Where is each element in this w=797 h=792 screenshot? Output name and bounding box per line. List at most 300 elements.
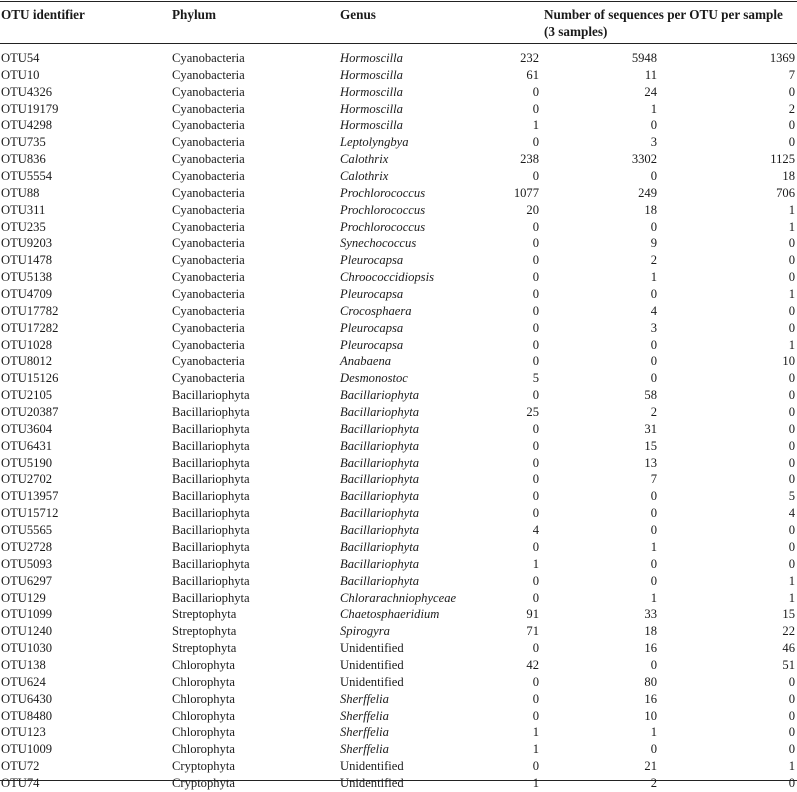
genus-cell: Bacillariophyta [340, 506, 420, 521]
sample-1-count-cell: 1 [532, 118, 539, 133]
phylum-cell: Cyanobacteria [172, 236, 245, 251]
phylum-cell: Bacillariophyta [172, 506, 250, 521]
genus-cell: Leptolyngbya [340, 135, 409, 150]
sample-2-count-cell: 2 [650, 253, 657, 268]
table-row [0, 252, 797, 269]
phylum-cell: Cyanobacteria [172, 270, 245, 285]
phylum-cell: Cyanobacteria [172, 354, 245, 369]
otu-cell: OTU15126 [1, 371, 59, 386]
table-row [0, 606, 797, 623]
header-sequence-counts: Number of sequences per OTU per sample (3 samples) [544, 7, 783, 39]
phylum-cell: Cyanobacteria [172, 303, 245, 318]
sample-3-count-cell: 1 [788, 287, 795, 302]
phylum-cell: Cyanobacteria [172, 337, 245, 352]
genus-cell: Bacillariophyta [340, 573, 420, 588]
sample-2-count-cell: 0 [650, 573, 657, 588]
table-row [0, 573, 797, 590]
genus-cell: Sherffelia [340, 691, 389, 706]
sample-1-count-cell: 238 [520, 152, 539, 167]
genus-cell: Hormoscilla [340, 118, 403, 133]
sample-2-count-cell: 0 [650, 371, 657, 386]
sample-2-count-cell: 0 [650, 506, 657, 521]
phylum-cell: Chlorophyta [172, 708, 235, 723]
table-bottom-rule [0, 780, 797, 781]
sample-3-count-cell: 1 [788, 759, 795, 774]
otu-cell: OTU54 [1, 51, 40, 65]
sample-1-count-cell: 0 [532, 573, 539, 588]
genus-cell: Calothrix [340, 152, 389, 167]
otu-cell: OTU4326 [1, 84, 53, 99]
sample-2-count-cell: 10 [644, 708, 657, 723]
sample-2-count-cell: 0 [650, 556, 657, 571]
table-row [0, 455, 797, 472]
table-row [0, 691, 797, 708]
sample-1-count-cell: 1 [532, 725, 539, 740]
sample-2-count-cell: 0 [650, 287, 657, 302]
sample-1-count-cell: 0 [532, 455, 539, 470]
sample-1-count-cell: 0 [532, 287, 539, 302]
genus-cell: Desmonostoc [340, 371, 408, 386]
sample-1-count-cell: 71 [526, 624, 539, 639]
phylum-cell: Bacillariophyta [172, 590, 250, 605]
phylum-cell: Chlorophyta [172, 674, 235, 689]
table-row [0, 185, 797, 202]
sample-1-count-cell: 0 [532, 135, 539, 150]
sample-2-count-cell: 0 [650, 523, 657, 538]
table-row [0, 471, 797, 488]
otu-cell: OTU15712 [1, 506, 59, 521]
sample-1-count-cell: 0 [532, 337, 539, 352]
sample-2-count-cell: 58 [644, 388, 657, 403]
sample-1-count-cell: 0 [532, 169, 539, 184]
sample-3-count-cell: 46 [782, 641, 795, 656]
sample-3-count-cell: 0 [788, 742, 795, 757]
sample-3-count-cell: 0 [788, 388, 795, 403]
otu-cell: OTU1240 [1, 624, 53, 639]
otu-cell: OTU5554 [1, 169, 53, 184]
sample-2-count-cell: 0 [650, 337, 657, 352]
sample-3-count-cell: 5 [788, 489, 795, 504]
genus-cell: Anabaena [340, 354, 392, 369]
sample-2-count-cell: 0 [650, 118, 657, 133]
phylum-cell: Chlorophyta [172, 725, 235, 740]
phylum-cell: Cyanobacteria [172, 169, 245, 184]
sample-3-count-cell: 7 [788, 67, 795, 82]
phylum-cell: Cyanobacteria [172, 185, 245, 200]
sample-3-count-cell: 1125 [770, 152, 795, 167]
table-row [0, 758, 797, 775]
sample-3-count-cell: 0 [788, 455, 795, 470]
genus-cell: Chaetosphaeridium [340, 607, 440, 622]
genus-cell: Bacillariophyta [340, 405, 420, 420]
sample-3-count-cell: 22 [782, 624, 795, 639]
table-row [0, 50, 797, 67]
sample-2-count-cell: 11 [644, 67, 657, 82]
genus-cell: Bacillariophyta [340, 421, 420, 436]
otu-cell: OTU836 [1, 152, 46, 167]
genus-cell: Unidentified [340, 641, 404, 656]
sample-3-count-cell: 1 [788, 219, 795, 234]
sample-3-count-cell: 0 [788, 472, 795, 487]
genus-cell: Sherffelia [340, 708, 389, 723]
table-row [0, 202, 797, 219]
otu-cell: OTU1028 [1, 337, 53, 352]
phylum-cell: Bacillariophyta [172, 421, 250, 436]
sample-3-count-cell: 0 [788, 371, 795, 386]
table-row [0, 219, 797, 236]
table-row [0, 640, 797, 657]
phylum-cell: Streptophyta [172, 607, 237, 622]
table-row [0, 353, 797, 370]
sample-2-count-cell: 0 [650, 354, 657, 369]
table-row [0, 404, 797, 421]
otu-cell: OTU9203 [1, 236, 53, 251]
sample-3-count-cell: 0 [788, 539, 795, 554]
sample-3-count-cell: 0 [788, 775, 795, 790]
otu-cell: OTU8480 [1, 708, 53, 723]
sample-2-count-cell: 33 [644, 607, 657, 622]
genus-cell: Bacillariophyta [340, 438, 420, 453]
sample-1-count-cell: 5 [532, 371, 539, 386]
table-row [0, 775, 797, 792]
otu-cell: OTU3604 [1, 421, 53, 436]
genus-cell: Pleurocapsa [340, 287, 404, 302]
table-body [0, 50, 797, 792]
sample-2-count-cell: 18 [644, 624, 657, 639]
header-genus: Genus [340, 7, 376, 22]
table-row [0, 590, 797, 607]
otu-cell: OTU5093 [1, 556, 53, 571]
header-phylum: Phylum [172, 7, 216, 22]
genus-cell: Prochlorococcus [340, 219, 426, 234]
otu-cell: OTU4298 [1, 118, 53, 133]
genus-cell: Unidentified [340, 674, 404, 689]
phylum-cell: Cyanobacteria [172, 135, 245, 150]
table-row [0, 117, 797, 134]
sample-1-count-cell: 42 [526, 657, 539, 672]
sample-1-count-cell: 91 [526, 607, 539, 622]
sample-1-count-cell: 0 [532, 236, 539, 251]
sample-1-count-cell: 0 [532, 506, 539, 521]
table-row [0, 235, 797, 252]
phylum-cell: Bacillariophyta [172, 472, 250, 487]
phylum-cell: Bacillariophyta [172, 539, 250, 554]
sample-2-count-cell: 0 [650, 169, 657, 184]
genus-cell: Hormoscilla [340, 84, 403, 99]
sample-3-count-cell: 15 [782, 607, 795, 622]
sample-3-count-cell: 0 [788, 320, 795, 335]
otu-cell: OTU624 [1, 674, 46, 689]
otu-cell: OTU2702 [1, 472, 53, 487]
otu-cell: OTU138 [1, 657, 46, 672]
table-row [0, 539, 797, 556]
phylum-cell: Cyanobacteria [172, 118, 245, 133]
sample-2-count-cell: 15 [644, 438, 657, 453]
phylum-cell: Cyanobacteria [172, 202, 245, 217]
sample-2-count-cell: 3 [650, 135, 657, 150]
genus-cell: Pleurocapsa [340, 337, 404, 352]
phylum-cell: Cryptophyta [172, 759, 235, 774]
phylum-cell: Bacillariophyta [172, 438, 250, 453]
table-row [0, 134, 797, 151]
otu-cell: OTU17782 [1, 303, 59, 318]
sample-2-count-cell: 5948 [631, 51, 657, 65]
sample-2-count-cell: 1 [650, 590, 657, 605]
sample-2-count-cell: 7 [650, 472, 657, 487]
genus-cell: Unidentified [340, 775, 404, 790]
table-row [0, 387, 797, 404]
otu-cell: OTU1099 [1, 607, 53, 622]
sample-1-count-cell: 1 [532, 775, 539, 790]
otu-cell: OTU5190 [1, 455, 53, 470]
sample-2-count-cell: 3 [650, 320, 657, 335]
sample-3-count-cell: 0 [788, 135, 795, 150]
otu-cell: OTU1478 [1, 253, 53, 268]
table-row [0, 505, 797, 522]
otu-cell: OTU1009 [1, 742, 53, 757]
genus-cell: Unidentified [340, 657, 404, 672]
sample-2-count-cell: 3302 [631, 152, 657, 167]
table-row [0, 84, 797, 101]
sample-2-count-cell: 24 [644, 84, 657, 99]
otu-cell: OTU72 [1, 759, 40, 774]
genus-cell: Sherffelia [340, 742, 389, 757]
phylum-cell: Cyanobacteria [172, 253, 245, 268]
sample-3-count-cell: 0 [788, 421, 795, 436]
genus-cell: Crocosphaera [340, 303, 412, 318]
sample-3-count-cell: 0 [788, 691, 795, 706]
table-row [0, 151, 797, 168]
otu-cell: OTU6431 [1, 438, 53, 453]
table-row [0, 101, 797, 118]
sample-3-count-cell: 0 [788, 270, 795, 285]
phylum-cell: Chlorophyta [172, 691, 235, 706]
phylum-cell: Cryptophyta [172, 775, 235, 790]
sample-1-count-cell: 1 [532, 742, 539, 757]
table-row [0, 286, 797, 303]
header-otu-identifier: OTU identifier [1, 7, 85, 22]
genus-cell: Prochlorococcus [340, 202, 426, 217]
sample-1-count-cell: 0 [532, 101, 539, 116]
sample-2-count-cell: 1 [650, 101, 657, 116]
sample-3-count-cell: 0 [788, 523, 795, 538]
table-row [0, 421, 797, 438]
sample-2-count-cell: 13 [644, 455, 657, 470]
sample-2-count-cell: 0 [650, 219, 657, 234]
sample-1-count-cell: 25 [526, 405, 539, 420]
sample-1-count-cell: 0 [532, 691, 539, 706]
table-row [0, 337, 797, 354]
phylum-cell: Cyanobacteria [172, 84, 245, 99]
otu-cell: OTU10 [1, 67, 40, 82]
sample-2-count-cell: 16 [644, 641, 657, 656]
sample-2-count-cell: 2 [650, 405, 657, 420]
phylum-cell: Bacillariophyta [172, 556, 250, 571]
otu-cell: OTU2105 [1, 388, 53, 403]
table-row [0, 522, 797, 539]
sample-2-count-cell: 249 [638, 185, 657, 200]
phylum-cell: Cyanobacteria [172, 287, 245, 302]
sample-3-count-cell: 0 [788, 674, 795, 689]
genus-cell: Pleurocapsa [340, 320, 404, 335]
genus-cell: Synechococcus [340, 236, 417, 251]
genus-cell: Prochlorococcus [340, 185, 426, 200]
otu-cell: OTU8012 [1, 354, 53, 369]
genus-cell: Chlorarachniophyceae [340, 590, 457, 605]
sample-3-count-cell: 51 [782, 657, 795, 672]
otu-cell: OTU17282 [1, 320, 59, 335]
sample-3-count-cell: 1369 [769, 51, 795, 65]
genus-cell: Hormoscilla [340, 101, 403, 116]
sample-1-count-cell: 0 [532, 472, 539, 487]
sample-1-count-cell: 0 [532, 421, 539, 436]
otu-cell: OTU2728 [1, 539, 53, 554]
sample-1-count-cell: 0 [532, 388, 539, 403]
sample-2-count-cell: 18 [644, 202, 657, 217]
sample-1-count-cell: 0 [532, 489, 539, 504]
sample-1-count-cell: 0 [532, 270, 539, 285]
otu-cell: OTU735 [1, 135, 46, 150]
table-row [0, 320, 797, 337]
phylum-cell: Cyanobacteria [172, 320, 245, 335]
sample-3-count-cell: 1 [788, 590, 795, 605]
table-row [0, 674, 797, 691]
sample-2-count-cell: 80 [644, 674, 657, 689]
sample-1-count-cell: 20 [526, 202, 539, 217]
sample-2-count-cell: 21 [644, 759, 657, 774]
genus-cell: Sherffelia [340, 725, 389, 740]
sample-3-count-cell: 0 [788, 118, 795, 133]
otu-cell: OTU123 [1, 725, 46, 740]
phylum-cell: Chlorophyta [172, 742, 235, 757]
sample-2-count-cell: 1 [650, 725, 657, 740]
sample-1-count-cell: 1 [532, 556, 539, 571]
sample-3-count-cell: 2 [788, 101, 795, 116]
sample-1-count-cell: 1077 [513, 185, 539, 200]
phylum-cell: Bacillariophyta [172, 573, 250, 588]
table-top-rule [0, 1, 797, 2]
sample-2-count-cell: 31 [644, 421, 657, 436]
otu-cell: OTU5565 [1, 523, 53, 538]
phylum-cell: Cyanobacteria [172, 219, 245, 234]
genus-cell: Calothrix [340, 169, 389, 184]
sample-2-count-cell: 1 [650, 539, 657, 554]
genus-cell: Bacillariophyta [340, 539, 420, 554]
sample-3-count-cell: 0 [788, 725, 795, 740]
table-row [0, 623, 797, 640]
otu-cell: OTU5138 [1, 270, 53, 285]
phylum-cell: Cyanobacteria [172, 371, 245, 386]
sample-1-count-cell: 0 [532, 674, 539, 689]
sample-1-count-cell: 4 [532, 523, 539, 538]
sample-3-count-cell: 706 [776, 185, 795, 200]
sample-2-count-cell: 4 [650, 303, 657, 318]
genus-cell: Bacillariophyta [340, 489, 420, 504]
otu-cell: OTU1030 [1, 641, 53, 656]
sample-3-count-cell: 1 [788, 202, 795, 217]
phylum-cell: Bacillariophyta [172, 455, 250, 470]
phylum-cell: Cyanobacteria [172, 51, 245, 65]
sample-1-count-cell: 0 [532, 590, 539, 605]
table-row [0, 269, 797, 286]
sample-2-count-cell: 2 [650, 775, 657, 790]
otu-cell: OTU88 [1, 185, 40, 200]
table-row [0, 741, 797, 758]
sample-1-count-cell: 0 [532, 320, 539, 335]
phylum-cell: Streptophyta [172, 624, 237, 639]
table-row [0, 657, 797, 674]
sample-1-count-cell: 0 [532, 759, 539, 774]
genus-cell: Bacillariophyta [340, 388, 420, 403]
table-row [0, 438, 797, 455]
sample-3-count-cell: 0 [788, 84, 795, 99]
otu-cell: OTU19179 [1, 101, 59, 116]
sample-1-count-cell: 0 [532, 84, 539, 99]
phylum-cell: Cyanobacteria [172, 152, 245, 167]
sample-1-count-cell: 0 [532, 253, 539, 268]
table-row [0, 168, 797, 185]
sample-1-count-cell: 0 [532, 303, 539, 318]
table-row [0, 708, 797, 725]
sample-1-count-cell: 0 [532, 641, 539, 656]
sample-3-count-cell: 4 [788, 506, 795, 521]
phylum-cell: Bacillariophyta [172, 523, 250, 538]
header-divider-rule [0, 43, 797, 44]
phylum-cell: Bacillariophyta [172, 405, 250, 420]
otu-cell: OTU6430 [1, 691, 53, 706]
sample-3-count-cell: 1 [788, 573, 795, 588]
genus-cell: Hormoscilla [340, 67, 403, 82]
sample-1-count-cell: 61 [526, 67, 539, 82]
sample-1-count-cell: 0 [532, 539, 539, 554]
table-row [0, 67, 797, 84]
table-row [0, 724, 797, 741]
sample-2-count-cell: 0 [650, 742, 657, 757]
sample-2-count-cell: 16 [644, 691, 657, 706]
genus-cell: Spirogyra [340, 624, 390, 639]
sample-1-count-cell: 0 [532, 219, 539, 234]
genus-cell: Bacillariophyta [340, 455, 420, 470]
sample-1-count-cell: 0 [532, 438, 539, 453]
phylum-cell: Cyanobacteria [172, 101, 245, 116]
sample-3-count-cell: 10 [782, 354, 795, 369]
table-row [0, 556, 797, 573]
otu-cell: OTU235 [1, 219, 46, 234]
sample-2-count-cell: 0 [650, 657, 657, 672]
table-row [0, 370, 797, 387]
genus-cell: Bacillariophyta [340, 523, 420, 538]
phylum-cell: Bacillariophyta [172, 489, 250, 504]
sample-3-count-cell: 0 [788, 236, 795, 251]
otu-cell: OTU129 [1, 590, 46, 605]
otu-cell: OTU20387 [1, 405, 59, 420]
otu-cell: OTU6297 [1, 573, 53, 588]
sample-3-count-cell: 0 [788, 708, 795, 723]
genus-cell: Bacillariophyta [340, 556, 420, 571]
genus-cell: Bacillariophyta [340, 472, 420, 487]
sample-2-count-cell: 9 [650, 236, 657, 251]
table-row [0, 303, 797, 320]
sample-3-count-cell: 0 [788, 253, 795, 268]
phylum-cell: Bacillariophyta [172, 388, 250, 403]
sample-3-count-cell: 0 [788, 405, 795, 420]
sample-1-count-cell: 232 [520, 51, 539, 65]
genus-cell: Hormoscilla [340, 51, 403, 65]
phylum-cell: Streptophyta [172, 641, 237, 656]
sample-3-count-cell: 1 [788, 337, 795, 352]
sample-3-count-cell: 18 [782, 169, 795, 184]
phylum-cell: Cyanobacteria [172, 67, 245, 82]
